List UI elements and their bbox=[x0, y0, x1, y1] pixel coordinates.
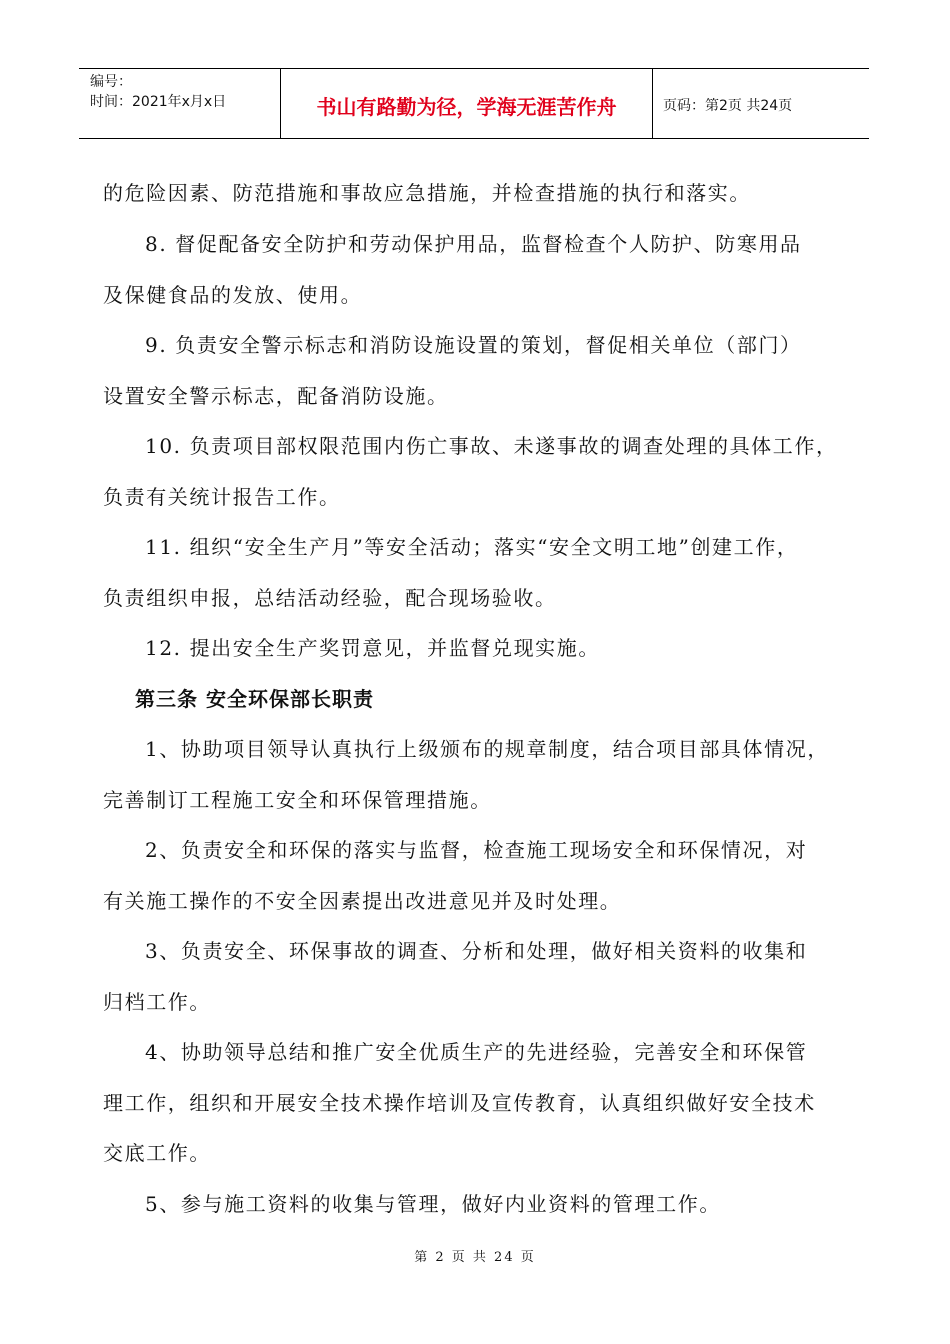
body-line: 及保健食品的发放、使用。 bbox=[103, 283, 363, 307]
body-line: 11. 组织“安全生产月”等安全活动；落实“安全文明工地”创建工作， bbox=[145, 535, 799, 559]
header-page-info: 页码：第2页 共24页 bbox=[663, 97, 793, 114]
body-line: 5、参与施工资料的收集与管理，做好内业资料的管理工作。 bbox=[145, 1192, 721, 1216]
body-line: 9. 负责安全警示标志和消防设施设置的策划，督促相关单位（部门） bbox=[145, 333, 802, 357]
body-line: 理工作，组织和开展安全技术操作培训及宣传教育，认真组织做好安全技术 bbox=[103, 1091, 816, 1115]
body-line: 负责有关统计报告工作。 bbox=[103, 485, 341, 509]
body-line: 2、负责安全和环保的落实与监督，检查施工现场安全和环保情况，对 bbox=[145, 838, 808, 862]
body-line: 设置安全警示标志，配备消防设施。 bbox=[103, 384, 449, 408]
body-line: 有关施工操作的不安全因素提出改进意见并及时处理。 bbox=[103, 889, 622, 913]
header-meta-cell bbox=[79, 69, 281, 138]
body-line: 负责组织申报，总结活动经验，配合现场验收。 bbox=[103, 586, 557, 610]
section-heading: 第三条 安全环保部长职责 bbox=[135, 687, 374, 711]
document-header bbox=[79, 68, 869, 139]
body-line: 10. 负责项目部权限范围内伤亡事故、未遂事故的调查处理的具体工作， bbox=[145, 434, 838, 458]
body-line: 12. 提出安全生产奖罚意见，并监督兑现实施。 bbox=[145, 636, 600, 660]
body-line: 交底工作。 bbox=[103, 1141, 211, 1165]
body-line: 完善制订工程施工安全和环保管理措施。 bbox=[103, 788, 492, 812]
body-line: 3、负责安全、环保事故的调查、分析和处理，做好相关资料的收集和 bbox=[145, 939, 808, 963]
document-time-label: 时间：2021年x月x日 bbox=[90, 94, 227, 110]
page-footer: 第 2 页 共 24 页 bbox=[414, 1250, 536, 1265]
body-line: 8. 督促配备安全防护和劳动保护用品，监督检查个人防护、防寒用品 bbox=[145, 232, 802, 256]
document-number-label: 编号： bbox=[90, 74, 132, 90]
body-line: 归档工作。 bbox=[103, 990, 211, 1014]
body-line: 的危险因素、防范措施和事故应急措施，并检查措施的执行和落实。 bbox=[103, 181, 751, 205]
header-motto: 书山有路勤为径，学海无涯苦作舟 bbox=[281, 69, 653, 138]
body-line: 1、协助项目领导认真执行上级颁布的规章制度，结合项目部具体情况， bbox=[145, 737, 829, 761]
body-line: 4、协助领导总结和推广安全优质生产的先进经验，完善安全和环保管 bbox=[145, 1040, 808, 1064]
